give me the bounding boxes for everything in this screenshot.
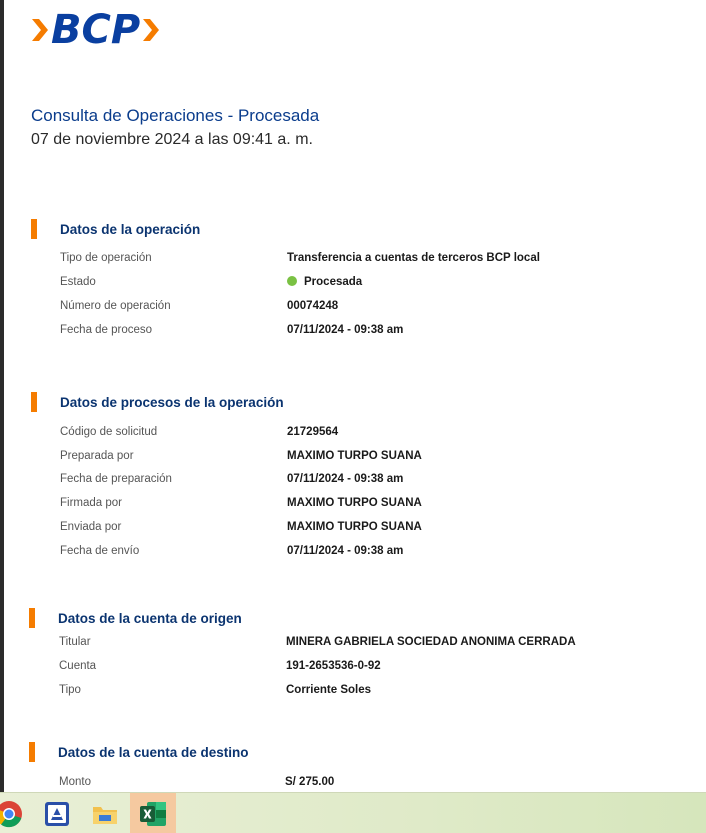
windows-taskbar: [0, 792, 706, 833]
row-enviada-por: [0, 521, 680, 539]
row-estado: [0, 276, 680, 294]
row-titular: [0, 636, 680, 654]
row-cuenta: [0, 660, 680, 678]
field-value: 07/11/2024 - 09:38 am: [287, 545, 404, 557]
logo-text: BCP: [51, 7, 141, 53]
field-label: Preparada por: [60, 450, 134, 462]
status-dot-icon: [287, 276, 297, 286]
bcp-logo: [30, 7, 161, 53]
taskbar-app[interactable]: [34, 793, 80, 833]
field-label: Tipo: [59, 684, 81, 696]
field-value: 191-2653536-0-92: [286, 660, 381, 672]
row-monto: [0, 776, 680, 792]
taskbar-chrome[interactable]: [0, 793, 32, 833]
file-explorer-icon: [92, 802, 118, 826]
section-accent-bar: [31, 219, 37, 239]
row-tipo: [0, 684, 680, 702]
field-value: MINERA GABRIELA SOCIEDAD ANONIMA CERRADA: [286, 636, 576, 648]
section-title: Datos de la cuenta de origen: [58, 611, 242, 626]
field-label: Monto: [59, 776, 91, 788]
field-label: Titular: [59, 636, 91, 648]
field-value: MAXIMO TURPO SUANA: [287, 521, 422, 533]
section-title: Datos de procesos de la operación: [60, 395, 284, 410]
logo-left-chevron-icon: [30, 15, 50, 45]
row-preparada-por: [0, 450, 680, 468]
field-value: MAXIMO TURPO SUANA: [287, 497, 422, 509]
field-value: 00074248: [287, 300, 339, 312]
section-accent-bar: [29, 608, 35, 628]
field-label: Fecha de preparación: [60, 473, 172, 485]
status-text: Procesada: [304, 276, 363, 288]
field-value: 21729564: [287, 426, 339, 438]
status-badge: [287, 276, 362, 288]
row-fecha-preparacion: [0, 473, 680, 491]
field-value: 07/11/2024 - 09:38 am: [287, 473, 404, 485]
row-fecha-envio: [0, 545, 680, 563]
field-label: Firmada por: [60, 497, 122, 509]
field-label: Número de operación: [60, 300, 171, 312]
taskbar-file-explorer[interactable]: [82, 793, 128, 833]
field-label: Cuenta: [59, 660, 97, 672]
field-value: 07/11/2024 - 09:38 am: [287, 324, 404, 336]
field-value: Transferencia a cuentas de terceros BCP local: [287, 252, 540, 264]
section-accent-bar: [31, 392, 37, 412]
row-codigo-solicitud: [0, 426, 680, 444]
section-title: Datos de la cuenta de destino: [58, 745, 249, 760]
field-label: Fecha de envío: [60, 545, 140, 557]
row-numero-operacion: [0, 300, 680, 318]
chrome-icon: [0, 800, 23, 828]
page-subtitle: 07 de noviembre 2024 a las 09:41 a. m.: [31, 131, 313, 148]
field-label: Estado: [60, 276, 96, 288]
field-label: Fecha de proceso: [60, 324, 153, 336]
page-title: Consulta de Operaciones - Procesada: [31, 106, 320, 125]
excel-icon: [139, 801, 167, 827]
app-icon: [44, 801, 70, 827]
field-label: Tipo de operación: [60, 252, 152, 264]
logo-right-chevron-icon: [141, 15, 161, 45]
field-value: S/ 275.00: [285, 776, 335, 788]
field-value: MAXIMO TURPO SUANA: [287, 450, 422, 462]
row-tipo-operacion: [0, 252, 680, 270]
row-firmada-por: [0, 497, 680, 515]
section-accent-bar: [29, 742, 35, 762]
row-fecha-proceso: [0, 324, 680, 342]
taskbar-excel[interactable]: [130, 793, 176, 833]
field-value: Corriente Soles: [286, 684, 371, 696]
field-label: Enviada por: [60, 521, 122, 533]
field-label: Código de solicitud: [60, 426, 158, 438]
section-title: Datos de la operación: [60, 222, 201, 237]
